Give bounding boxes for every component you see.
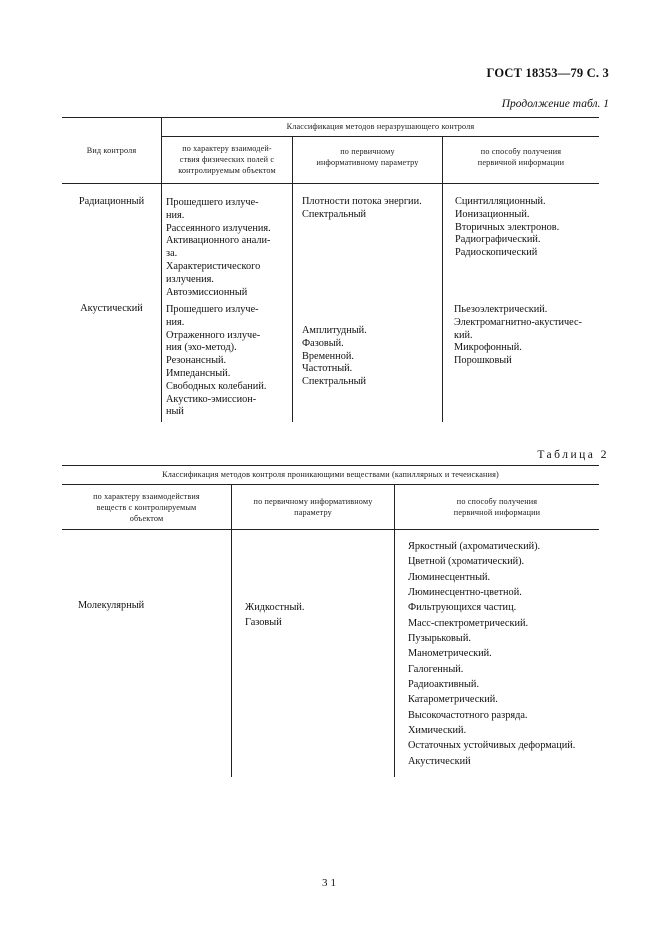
table-1-group-header: Классификация методов неразрушающего контроля	[286, 122, 475, 131]
row-acoustic-parameter: Амплитудный. Фазовый. Временной. Частотный. Спектральный	[302, 325, 367, 388]
table-2-group-rule	[62, 484, 599, 485]
column-header-interaction: по характеру взаимодей- ствия физических полей с контролируемым объектом	[178, 144, 276, 175]
table-continuation-note: Продолжение табл. 1	[501, 98, 609, 110]
row-radiation-interaction: Прошедшего излуче- ния. Рассеянного излучения. Активационного анали- за. Характеристического излучения. Автоэмиссионный	[166, 197, 271, 298]
table-1-group-rule	[161, 136, 599, 137]
row-molecular-parameter: Жидкостный. Газовый	[245, 602, 305, 629]
column-header-vid-kontrolya: Вид контроля	[86, 146, 137, 155]
row-acoustic-interaction: Прошедшего излуче- ния. Отраженного излуче- ния (эхо-метод). Резонансный. Импедансный. Свободных колебаний. Акустико-эмиссион- ный	[166, 304, 267, 418]
page-number: 31	[322, 877, 339, 889]
column-header-method: по способу получения первичной информации	[453, 497, 541, 517]
table-2-group-header: Классификация методов контроля проникающими веществами (капиллярных и течеискания)	[162, 470, 499, 479]
table-1-top-rule	[62, 117, 599, 118]
document-header: ГОСТ 18353—79 С. 3	[486, 66, 609, 80]
row-molecular-interaction: Молекулярный	[78, 600, 145, 611]
table-1-header-rule	[62, 183, 599, 184]
table-2-divider	[394, 484, 395, 777]
row-radiation-method: Сцинтилляционный. Ионизационный. Вторичных электронов. Радиографический. Радиоскопический	[455, 196, 560, 259]
table-2-title: Таблица 2	[537, 449, 609, 461]
column-header-parameter: по первичному информативному параметру	[316, 147, 419, 167]
table-1-divider	[292, 136, 293, 422]
row-molecular-method: Яркостный (ахроматический). Цветной (хроматический). Люминесцентный. Люминесцентно-цветной. Фильтрующихся частиц. Масс-спектрометрический. Пузырьковый. Манометрический. Галогенный. Радиоактивный. Катарометрический. Высокочастотного разряда. Химический. Остаточных устойчивых деформаций. Акустический	[408, 541, 576, 767]
column-header-interaction: по характеру взаимодействия веществ с контролируемым объектом	[93, 492, 200, 523]
row-radiation-parameter: Плотности потока энергии. Спектральный	[302, 196, 422, 220]
table-1-divider	[442, 136, 443, 422]
table-2-divider	[231, 484, 232, 777]
row-acoustic-vid: Акустический	[80, 303, 143, 314]
row-acoustic-method: Пьезоэлектрический. Электромагнитно-акустичес- кий. Микрофонный. Порошковый	[454, 304, 582, 367]
column-header-method: по способу получения первичной информации	[477, 147, 565, 167]
column-header-parameter: по первичному информативному параметру	[253, 497, 373, 517]
table-2-top-rule	[62, 465, 599, 466]
row-radiation-vid: Радиационный	[78, 196, 145, 207]
table-2-header-rule	[62, 529, 599, 530]
